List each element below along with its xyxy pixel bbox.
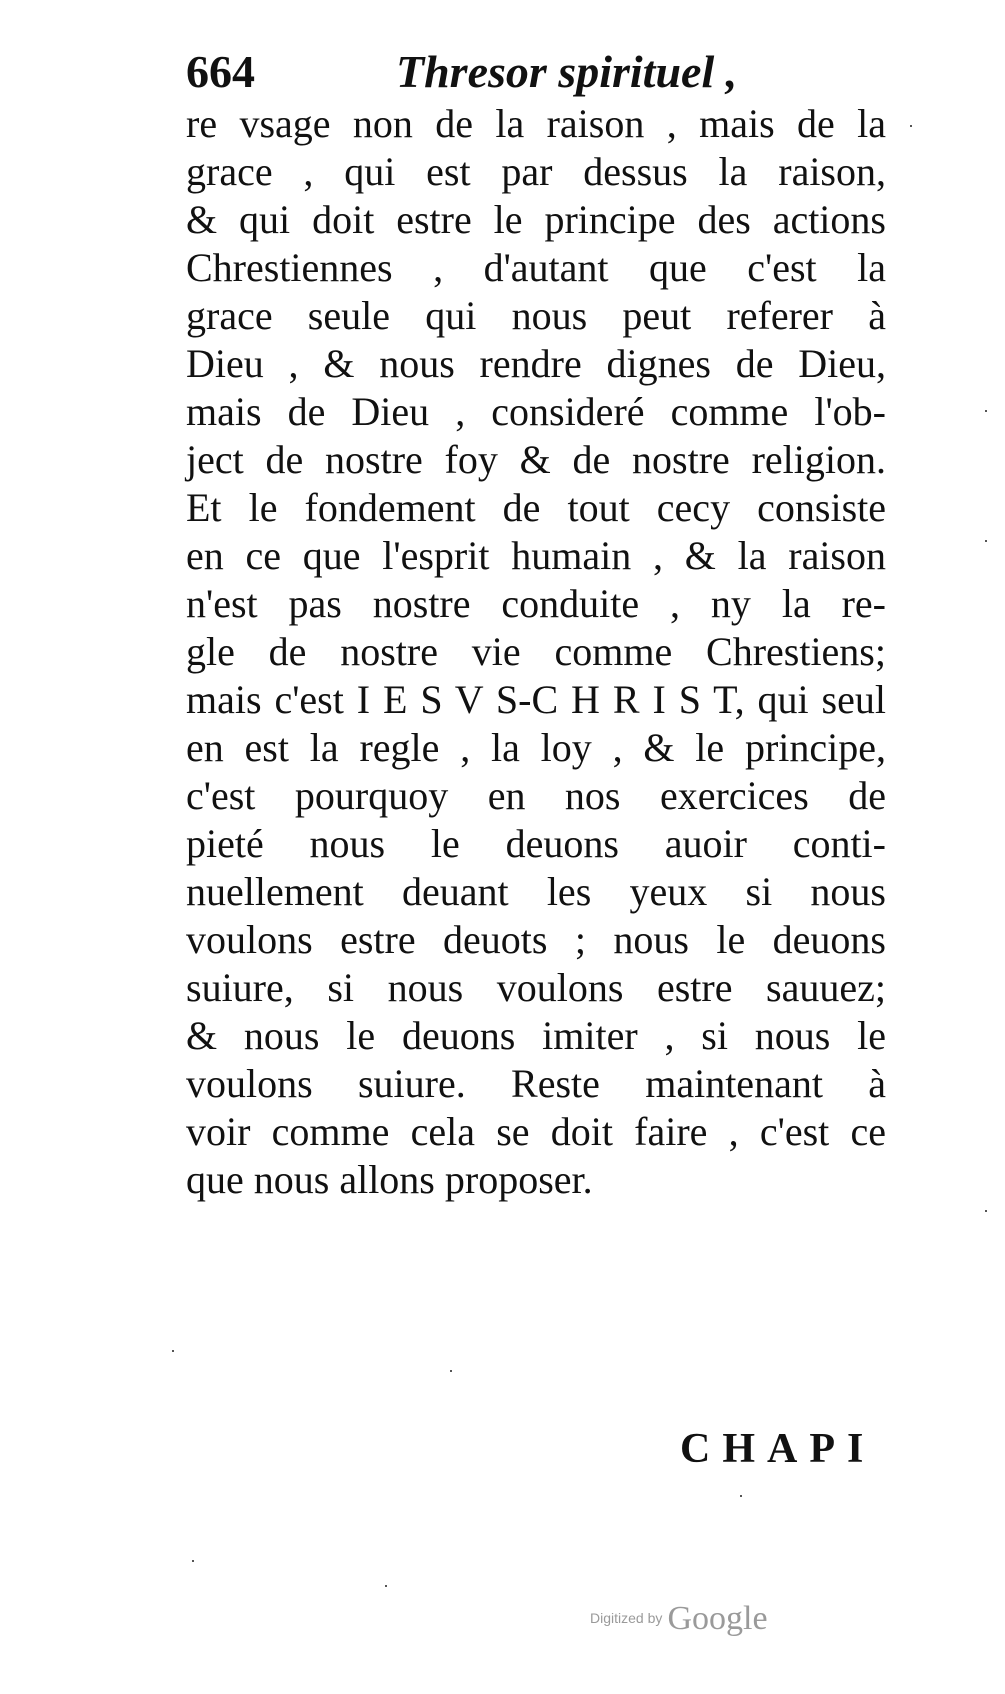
text-line: mais de Dieu , consideré comme l'ob-: [186, 389, 886, 434]
text-line: Chrestiennes , d'autant que c'est la: [186, 245, 886, 290]
text-line: n'est pas nostre conduite , ny la re-: [186, 581, 886, 626]
text-line: voulons estre deuots ; nous le deuons: [186, 917, 886, 962]
scan-speck: [910, 125, 912, 127]
text-line: nuellement deuant les yeux si nous: [186, 869, 886, 914]
watermark-prefix: Digitized by: [590, 1610, 663, 1626]
text-line: grace , qui est par dessus la raison,: [186, 149, 886, 194]
text-line: voir comme cela se doit faire , c'est ce: [186, 1109, 886, 1154]
text-line: & nous le deuons imiter , si nous le: [186, 1013, 886, 1058]
text-line: ject de nostre foy & de nostre religion.: [186, 437, 886, 482]
scan-speck: [985, 540, 987, 542]
text-line: & qui doit estre le principe des actions: [186, 197, 886, 242]
text-line: Et le fondement de tout cecy consiste: [186, 485, 886, 530]
body-text: [186, 100, 886, 1204]
scan-speck: [172, 1350, 174, 1352]
page-number: 664: [186, 46, 255, 97]
text-line: grace seule qui nous peut referer à: [186, 293, 886, 338]
scan-speck: [385, 1585, 387, 1587]
scan-speck: [192, 1560, 194, 1562]
text-line: Dieu , & nous rendre dignes de Dieu,: [186, 341, 886, 386]
text-line: re vsage non de la raison , mais de la: [186, 101, 886, 146]
text-line: suiure, si nous voulons estre sauuez;: [186, 965, 886, 1010]
scan-speck: [740, 1495, 742, 1497]
running-title: Thresor spirituel ,: [396, 46, 738, 97]
text-line: en est la regle , la loy , & le principe,: [186, 725, 886, 770]
text-line: que nous allons proposer.: [186, 1157, 593, 1202]
scan-speck: [985, 410, 987, 412]
text-line: c'est pourquoy en nos exercices de: [186, 773, 886, 818]
catchword: CHAPI: [680, 1426, 876, 1472]
text-line: en ce que l'esprit humain , & la raison: [186, 533, 886, 578]
text-line: pieté nous le deuons auoir conti-: [186, 821, 886, 866]
text-line: mais c'est I E S V S-C H R I S T, qui seul: [186, 677, 886, 722]
text-line: voulons suiure. Reste maintenant à: [186, 1061, 886, 1106]
digitized-watermark: [590, 1600, 768, 1638]
scan-speck: [985, 1210, 987, 1212]
text-line: gle de nostre vie comme Chrestiens;: [186, 629, 886, 674]
running-head: [186, 42, 886, 102]
scan-speck: [450, 1370, 452, 1372]
watermark-brand: Google: [667, 1600, 768, 1637]
